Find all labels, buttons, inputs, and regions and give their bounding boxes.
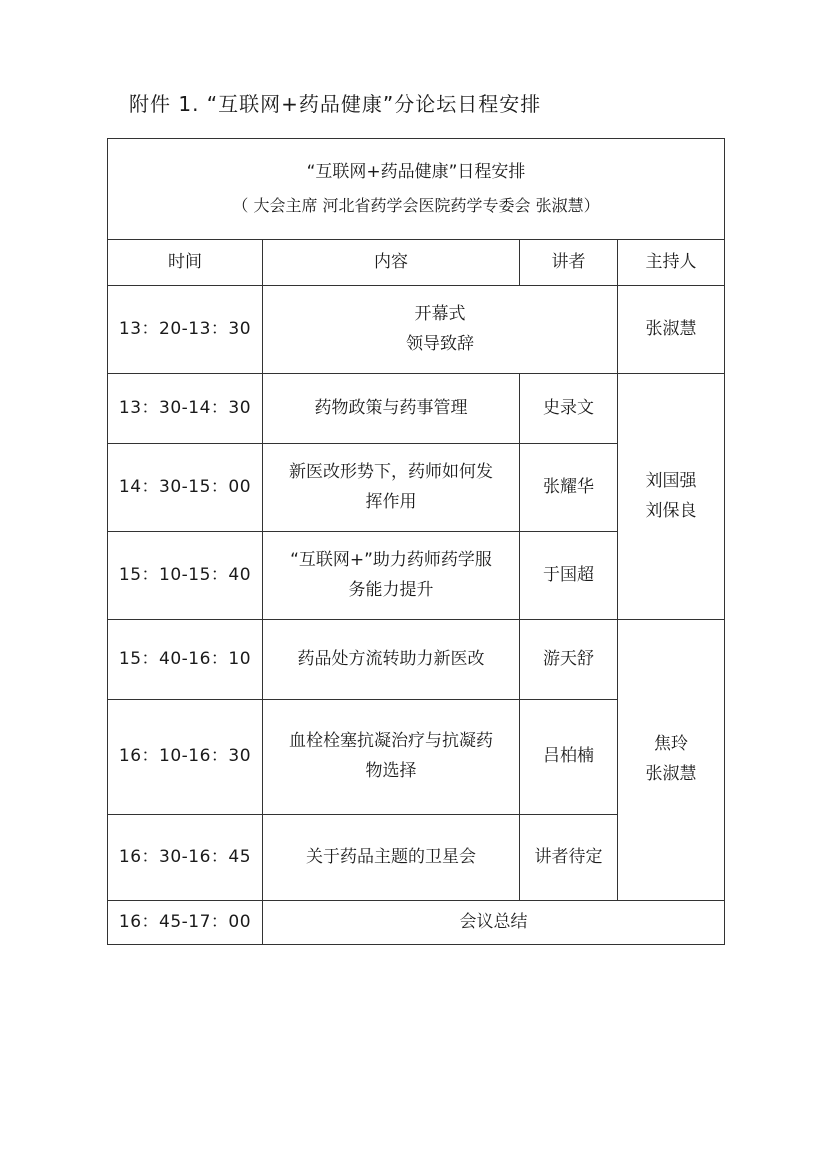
time-cell: 16：45-17：00 (108, 901, 263, 945)
table-subtitle: （ 大会主席 河北省药学会医院药学专委会 张淑慧） (232, 195, 600, 215)
header-speaker: 讲者 (520, 240, 618, 286)
content-line: 新医改形势下，药师如何发 (289, 461, 493, 482)
content-line: 药品处方流转助力新医改 (297, 648, 485, 669)
content-line: 物选择 (365, 761, 417, 781)
content-line: 血栓栓塞抗凝治疗与抗凝药 (289, 731, 493, 752)
content-line: 关于药品主题的卫星会 (306, 846, 476, 867)
content-line: 挥作用 (365, 491, 417, 512)
content-line: 会议总结 (459, 911, 528, 932)
table-row (108, 620, 725, 700)
host-name: 张淑慧 (645, 318, 697, 339)
host-name: 焦玲 (654, 734, 688, 755)
content-line: 药物政策与药事管理 (314, 397, 468, 418)
time-cell: 15：10-15：40 (108, 532, 263, 620)
header-host: 主持人 (618, 240, 725, 286)
content-cell (263, 444, 520, 532)
content-line: 开幕式 (414, 303, 466, 324)
table-row (108, 901, 725, 945)
time-cell: 16：10-16：30 (108, 700, 263, 815)
time-cell: 16：30-16：45 (108, 815, 263, 901)
content-cell (263, 700, 520, 815)
content-cell (263, 374, 520, 444)
content-cell (263, 901, 725, 945)
speaker-cell: 游天舒 (520, 620, 618, 700)
schedule-table (107, 138, 725, 945)
speaker-cell: 吕柏楠 (520, 700, 618, 815)
content-line: “互联网+”助力药师药学服 (290, 549, 492, 570)
content-cell (263, 620, 520, 700)
time-cell: 13：30-14：30 (108, 374, 263, 444)
content-cell (263, 815, 520, 901)
speaker-cell: 史录文 (520, 374, 618, 444)
host-cell (618, 374, 725, 620)
table-title-cell (108, 139, 725, 240)
host-cell (618, 286, 725, 374)
table-title-row (108, 139, 725, 240)
speaker-cell: 讲者待定 (520, 815, 618, 901)
table-title: “互联网+药品健康”日程安排 (306, 162, 526, 183)
table-row (108, 286, 725, 374)
host-cell (618, 620, 725, 901)
header-time: 时间 (108, 240, 263, 286)
table-row (108, 374, 725, 444)
header-row (108, 240, 725, 286)
time-cell: 13：20-13：30 (108, 286, 263, 374)
speaker-cell: 于国超 (520, 532, 618, 620)
content-line: 领导致辞 (406, 333, 474, 354)
time-cell: 15：40-16：10 (108, 620, 263, 700)
document-heading: 附件 1. “互联网+药品健康”分论坛日程安排 (129, 92, 542, 116)
host-name: 张淑慧 (645, 764, 697, 784)
header-content: 内容 (263, 240, 520, 286)
host-name: 刘国强 (645, 470, 697, 491)
speaker-cell: 张耀华 (520, 444, 618, 532)
content-line: 务能力提升 (348, 579, 434, 600)
host-name: 刘保良 (645, 500, 697, 521)
content-cell (263, 286, 618, 374)
content-cell (263, 532, 520, 620)
time-cell: 14：30-15：00 (108, 444, 263, 532)
